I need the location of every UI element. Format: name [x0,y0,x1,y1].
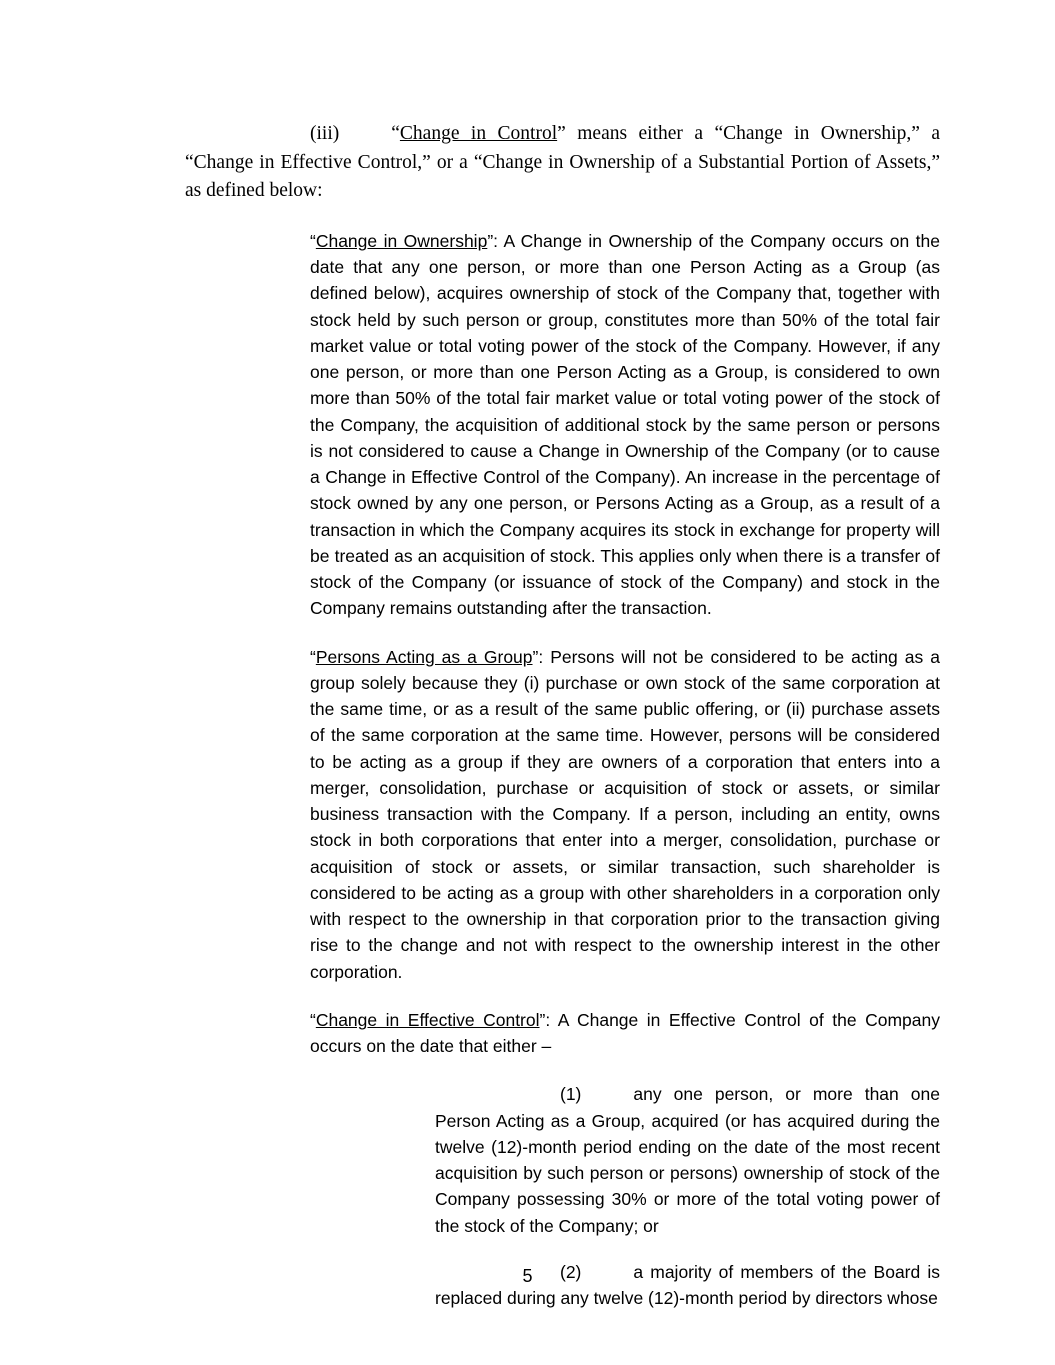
subclause-2-marker: (2) [560,1261,582,1282]
spacer [185,985,940,1007]
defined-term-change-in-effective-control: Change in Effective Control [315,1009,540,1030]
quote-open: “ [310,1009,316,1030]
page-number: 5 [522,1266,533,1286]
defined-term-persons-acting-as-a-group: Persons Acting as a Group [315,646,533,667]
spacer [185,1059,940,1081]
paragraph-change-in-effective-control [310,1007,940,1060]
change-in-effective-control-body: ”: A Change in Effective Control of the Company occurs on the date that either – [310,1009,941,1057]
spacer [185,622,940,644]
spacer [185,1239,940,1259]
clause-iii-text: ” means either a “Change in Ownership,” a “Change in Effective Control,” or a “Change in Ownership of a Substantial Portion of Assets,” as defined below: [185,123,940,202]
paragraph-persons-acting-as-a-group [310,644,940,985]
quote-open: “ [310,230,316,251]
spacer [185,206,940,228]
persons-acting-as-a-group-body: ”: Persons will not be considered to be acting as a group solely because they (i) purchase or own stock of the same corporation at the same time, or as a result of the same public offering, or (ii) purchase assets of the same corporation at the same time. However, persons will be considered to be acting as a group if they are owners of a corporation that enters into a merger, consolidation, purchase or acquisition of stock or assets, or similar business transaction with the Company. If a person, including an entity, owns stock in both corporations that enter into a merger, consolidation, purchase or acquisition of stock or assets, or similar transaction, such shareholder is considered to be acting as a group with other shareholders in a corporation only with respect to the ownership in that corporation prior to the transaction giving rise to the change and not with respect to the ownership interest in the other corporation. [310,646,940,982]
subclause-2-body: a majority of members of the Board is replaced during any twelve (12)-month period by directors whose [435,1261,940,1309]
defined-term-change-in-control: Change in Control [399,123,558,144]
quote-open: “ [391,123,400,144]
subclause-1-marker: (1) [560,1084,582,1105]
subclause-1-body: any one person, or more than one Person Acting as a Group, acquired (or has acquired during the twelve (12)-month period ending on the date of the most recent acquisition by such person or persons) ownership of stock of the Company possessing 30% or more of the total voting power of the stock of the Company; or [435,1084,940,1236]
quote-open: “ [310,646,316,667]
defined-term-change-in-ownership: Change in Ownership [315,230,488,251]
change-in-ownership-body: ”: A Change in Ownership of the Company occurs on the date that any one person, or more than one Person Acting as a Group (as defined below), acquires ownership of stock of the Company that, together with stock held by such person or group, constitutes more than 50% of the total fair market value or total voting power of the stock of the Company. However, if any one person, or more than one Person Acting as a Group, is considered to own more than 50% of the total fair market value or total voting power of the stock of the Company, the acquisition of additional stock by the same person or persons is not considered to cause a Change in Ownership of the Company (or to cause a Change in Effective Control of the Company). An increase in the percentage of stock owned by any one person, or Persons Acting as a Group, as a result of a transaction in which the Company acquires its stock in exchange for property will be treated as an acquisition of stock. This applies only when there is a transfer of stock of the Company (or issuance of stock of the Company) and stock in the Company remains outstanding after the transaction. [310,230,940,619]
paragraph-change-in-ownership [310,228,940,622]
paragraph-clause-iii [185,120,940,206]
clause-marker: (iii) [310,123,340,144]
paragraph-subclause-1 [435,1081,940,1239]
